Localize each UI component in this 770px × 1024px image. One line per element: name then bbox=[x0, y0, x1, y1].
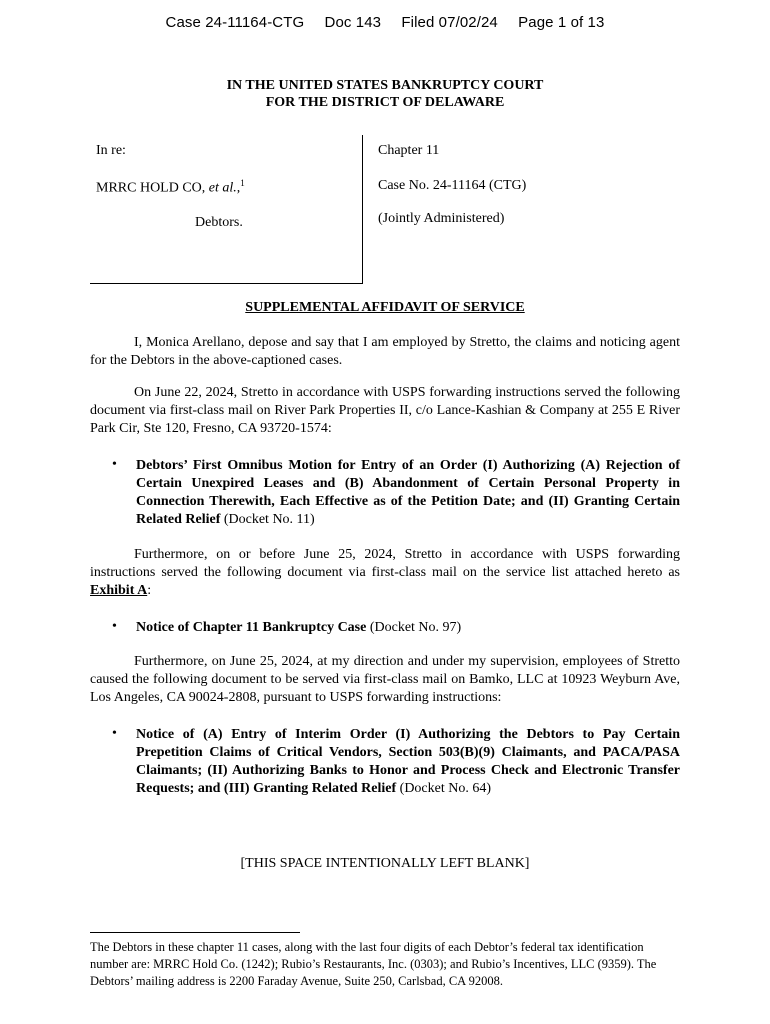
doc-number-header: Doc 143 bbox=[324, 14, 382, 31]
bullet-1-docket: (Docket No. 11) bbox=[220, 512, 315, 527]
bullet-marker-1: • bbox=[112, 457, 117, 472]
exhibit-a-link[interactable]: Exhibit A bbox=[90, 583, 148, 598]
paragraph-3-text: Furthermore, on or before June 25, 2024, Stretto in accordance with USPS forwarding instructions served the following document via first-class mail on the service list attached hereto as bbox=[90, 547, 680, 580]
court-line-2: FOR THE DISTRICT OF DELAWARE bbox=[265, 95, 505, 110]
paragraph-3 bbox=[90, 546, 680, 600]
bullet-3-title: Notice of (A) Entry of Interim Order (I) Authorizing the Debtors to Pay Certain Prepetition Claims of Critical Vendors, Section 503(B)(9) Claimants, and PACA/PASA Claimants; (II) Authorizing Banks to Honor and Process Check and Electronic Transfer Requests; and (III) Granting Related Relief bbox=[136, 727, 680, 796]
bullet-marker-2: • bbox=[112, 619, 117, 634]
bullet-item-2 bbox=[136, 619, 680, 637]
case-caption-left bbox=[90, 135, 363, 284]
chapter-label: Chapter 11 bbox=[378, 143, 440, 158]
debtors-label: Debtors. bbox=[195, 215, 243, 230]
bullet-2-docket: (Docket No. 97) bbox=[366, 620, 462, 635]
court-heading bbox=[0, 77, 770, 111]
document-title: SUPPLEMENTAL AFFIDAVIT OF SERVICE bbox=[245, 300, 525, 315]
footnote-divider bbox=[90, 932, 300, 933]
paragraph-1: I, Monica Arellano, depose and say that I am employed by Stretto, the claims and noticing agent for the Debtors in the above-captioned cases. bbox=[90, 335, 680, 368]
debtor-name: MRRC HOLD CO, et al.,$^1$ bbox=[96, 178, 245, 196]
debtor-name-text: MRRC HOLD CO, bbox=[96, 180, 206, 196]
bullet-item-1 bbox=[136, 457, 680, 529]
jointly-administered-label: (Jointly Administered) bbox=[378, 211, 505, 226]
page-header bbox=[0, 14, 770, 31]
bullet-3-docket: (Docket No. 64) bbox=[396, 781, 492, 796]
page-number-header: Page 1 of 13 bbox=[518, 14, 605, 31]
case-number-header: Case 24-11164-CTG bbox=[165, 14, 305, 31]
paragraph-4: Furthermore, on June 25, 2024, at my direction and under my supervision, employees of Stretto caused the following document to be served via first-class mail on Bamko, LLC at 10923 Weyburn Ave, Los Angeles, CA 90024-2808, pursuant to USPS forwarding instructions: bbox=[90, 654, 680, 705]
in-re-label: In re: bbox=[96, 143, 126, 158]
paragraph-3-end: : bbox=[147, 583, 152, 598]
bullet-marker-3: • bbox=[112, 726, 117, 741]
bullet-1-title: Debtors’ First Omnibus Motion for Entry of an Order (I) Authorizing (A) Rejection of Certain Unexpired Leases and (B) Abandonment of Certain Personal Property in Connection Therewith, Each Effective as of the Petition Date; and (II) Granting Certain Related Relief bbox=[136, 458, 680, 527]
filed-date-header: Filed 07/02/24 bbox=[401, 14, 498, 31]
court-line-1: IN THE UNITED STATES BANKRUPTCY COURT bbox=[226, 78, 544, 93]
footnote-text: The Debtors in these chapter 11 cases, along with the last four digits of each Debtor’s federal tax identification number are: MRRC Hold Co. (1242); Rubio’s Restaurants, Inc. (0303); and Rubio’s Incentives, LLC (9359). The Debtors’ mailing address is 2200 Faraday Avenue, Suite 250, Carlsbad, CA 92008. bbox=[90, 940, 657, 988]
paragraph-2: On June 22, 2024, Stretto in accordance with USPS forwarding instructions served the following document via first-class mail on River Park Properties II, c/o Lance-Kashian & Company at 255 E River Park Cir, Ste 120, Fresno, CA 93720-1574: bbox=[90, 385, 680, 436]
case-number-label: Case No. 24-11164 (CTG) bbox=[378, 178, 527, 193]
bullet-item-3 bbox=[136, 726, 680, 798]
footnote-mark: 1 bbox=[240, 178, 245, 188]
intentionally-blank-notice: [THIS SPACE INTENTIONALLY LEFT BLANK] bbox=[240, 856, 530, 871]
et-al-text: et al. bbox=[208, 180, 237, 196]
bullet-2-title: Notice of Chapter 11 Bankruptcy Case bbox=[136, 620, 367, 635]
